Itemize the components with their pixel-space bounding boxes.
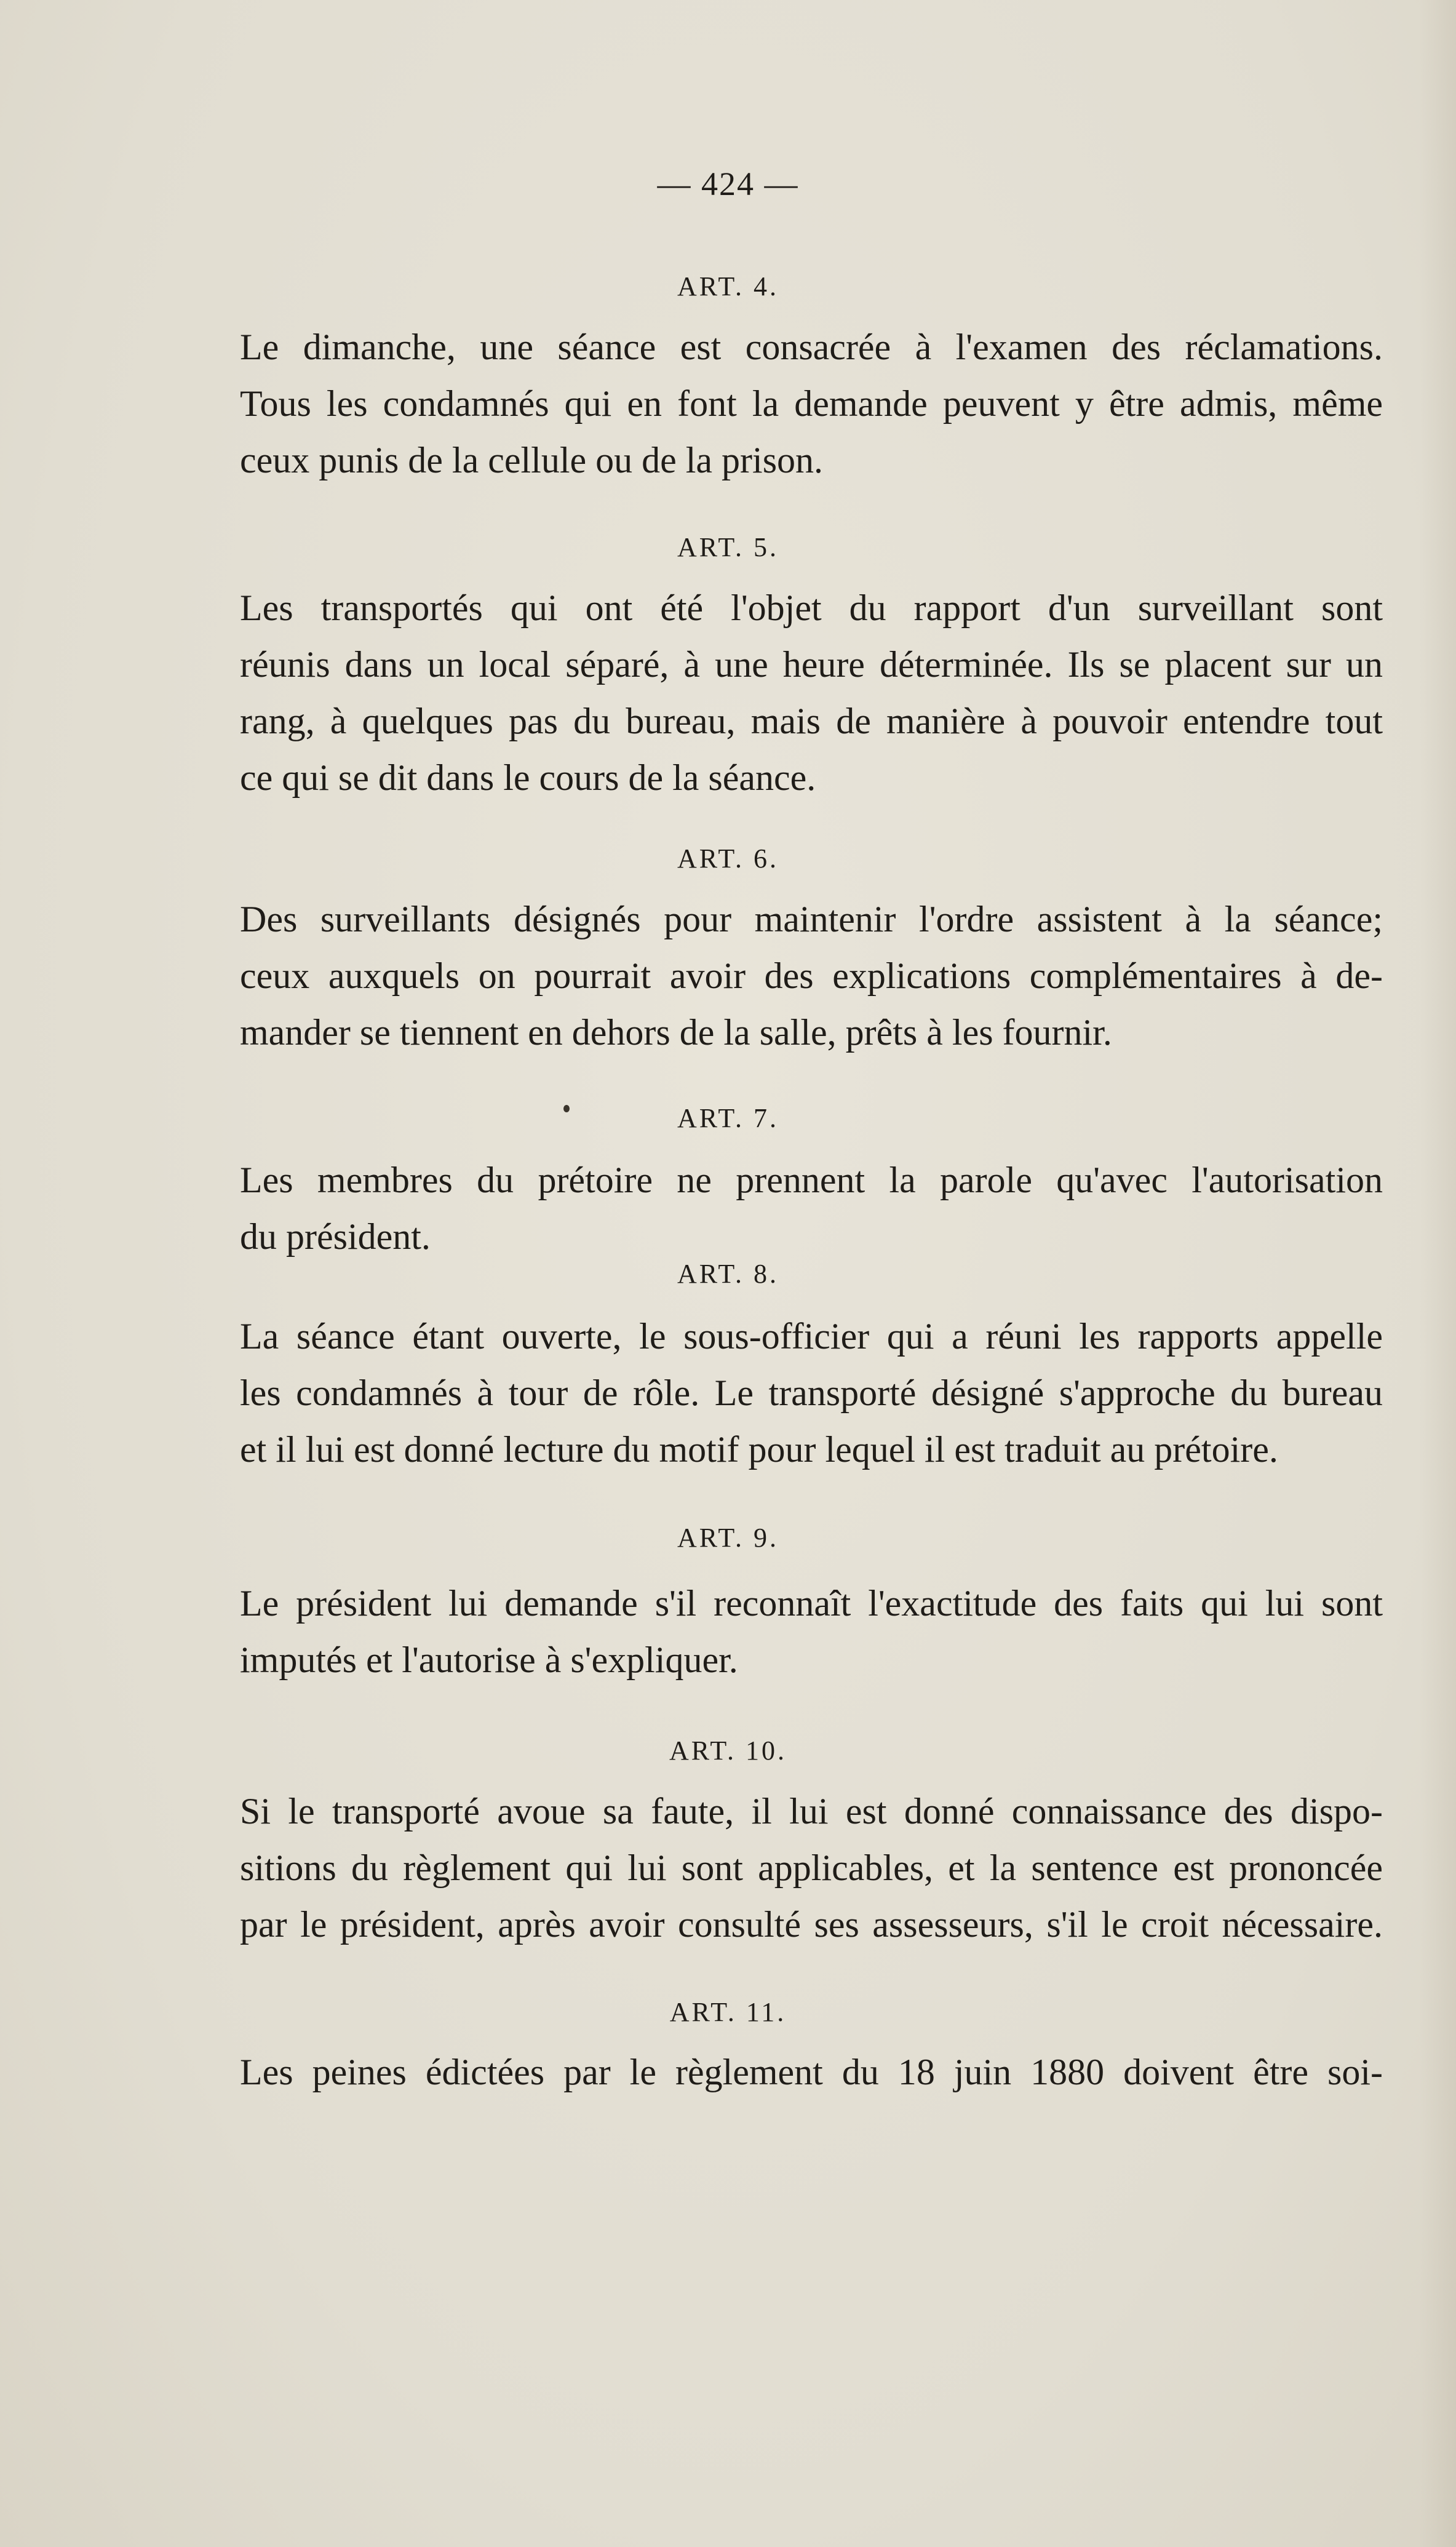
text-line: par le président, après avoir consulté ses assesseurs, s'il le croit nécessaire. (240, 1904, 1383, 1945)
article-heading-7: ART. 7. (677, 1103, 779, 1133)
text-line: sitions du règlement qui lui sont applicables, et la sentence est prononcée (240, 1847, 1383, 1888)
text-line: réunis dans un local séparé, à une heure déterminée. Ils se placent sur un (240, 644, 1383, 685)
text-line: ceux punis de la cellule ou de la prison. (240, 440, 824, 480)
article-heading-10: ART. 10. (669, 1736, 787, 1766)
article-paragraph-10 (240, 1783, 1383, 1953)
text-line: Des surveillants désignés pour maintenir l'ordre assistent à la séance; (240, 899, 1383, 939)
text-line: et il lui est donné lecture du motif pour lequel il est traduit au prétoire. (240, 1429, 1278, 1470)
article-paragraph-11 (240, 2044, 1383, 2100)
page-number: — 424 — (657, 165, 799, 202)
article-paragraph-4 (240, 319, 1383, 488)
text-line: du président. (240, 1216, 431, 1257)
article-paragraph-6 (240, 891, 1383, 1061)
text-line: Tous les condamnés qui en font la demande peuvent y être admis, même (240, 383, 1383, 424)
text-line: Les peines édictées par le règlement du 18 juin 1880 doivent être soi- (240, 2052, 1383, 2092)
text-line: Le dimanche, une séance est consacrée à l'examen des réclamations. (240, 327, 1383, 367)
article-paragraph-5 (240, 580, 1383, 806)
article-heading-5: ART. 5. (677, 532, 779, 562)
article-heading-8: ART. 8. (677, 1259, 779, 1289)
text-line: Les membres du prétoire ne prennent la parole qu'avec l'autorisation (240, 1160, 1383, 1200)
text-line: ceux auxquels on pourrait avoir des explications complémentaires à de- (240, 955, 1383, 996)
text-line: mander se tiennent en dehors de la salle, prêts à les fournir. (240, 1012, 1112, 1053)
text-line: imputés et l'autorise à s'expliquer. (240, 1640, 738, 1680)
text-line: les condamnés à tour de rôle. Le transporté désigné s'approche du bureau (240, 1373, 1383, 1413)
article-paragraph-7 (240, 1152, 1383, 1265)
text-line: La séance étant ouverte, le sous-officier qui a réuni les rapports appelle (240, 1316, 1383, 1357)
article-paragraph-8 (240, 1308, 1383, 1478)
article-heading-6: ART. 6. (677, 843, 779, 874)
text-line: Si le transporté avoue sa faute, il lui est donné connaissance des dispo- (240, 1791, 1383, 1832)
text-line: rang, à quelques pas du bureau, mais de manière à pouvoir entendre tout (240, 701, 1383, 741)
article-paragraph-9 (240, 1575, 1383, 1688)
article-heading-11: ART. 11. (669, 1997, 787, 2027)
article-heading-9: ART. 9. (677, 1523, 779, 1553)
text-line: Le président lui demande s'il reconnaît l'exactitude des faits qui lui sont (240, 1583, 1383, 1624)
text-line: Les transportés qui ont été l'objet du rapport d'un surveillant sont (240, 588, 1383, 628)
text-line: ce qui se dit dans le cours de la séance. (240, 757, 816, 798)
article-heading-4: ART. 4. (677, 271, 779, 301)
